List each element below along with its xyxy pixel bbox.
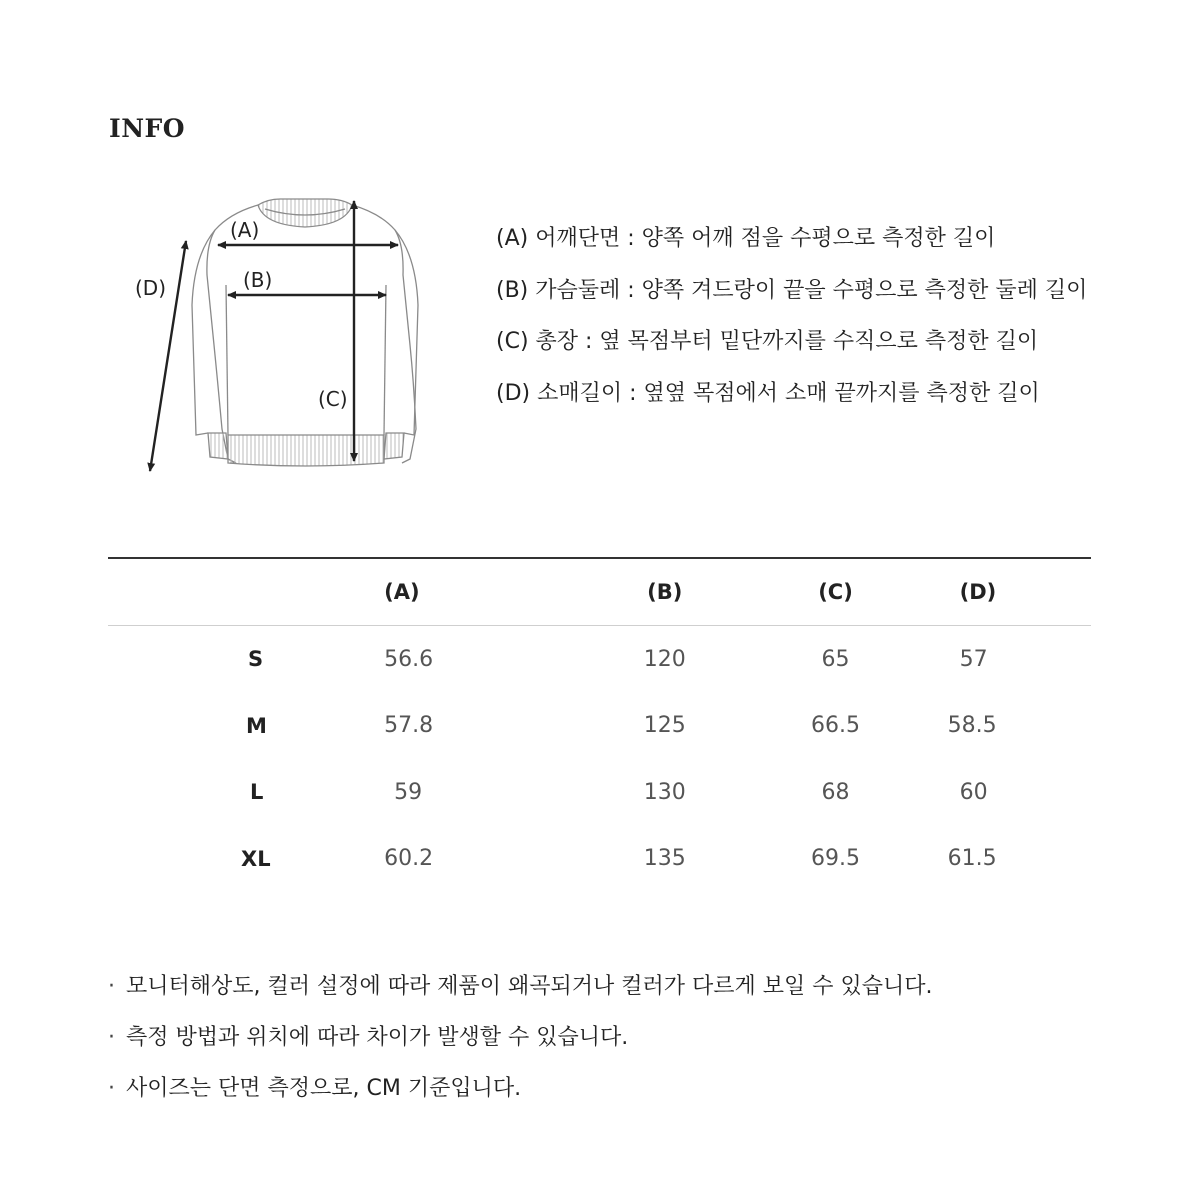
note-item: [108, 1021, 933, 1072]
left-cuff: [208, 433, 228, 459]
bullet-icon: ·: [108, 1076, 115, 1101]
note-text: 측정 방법과 위치에 따라 차이가 발생할 수 있습니다.: [126, 1025, 629, 1050]
bullet-icon: ·: [108, 974, 115, 999]
note-item: [108, 1072, 933, 1123]
value-c: 65: [821, 646, 850, 672]
definition-d: (D) 소매길이 : 옆옆 목점에서 소매 끝까지를 측정한 길이: [496, 380, 1040, 406]
value-c: 66.5: [811, 713, 860, 739]
table-row: [108, 693, 1091, 760]
note-text: 모니터해상도, 컬러 설정에 따라 제품이 왜곡되거나 컬러가 다르게 보일 수 있습니다.: [126, 974, 933, 999]
notes-list: [108, 970, 933, 1123]
value-d: 57: [959, 646, 988, 672]
value-c: 68: [821, 779, 850, 805]
value-b: 125: [643, 713, 686, 739]
sweater-measurement-diagram: [110, 185, 470, 495]
table-row: [108, 759, 1091, 826]
size-label: L: [250, 780, 264, 805]
table-row: [108, 826, 1091, 893]
value-b: 130: [643, 779, 686, 805]
size-label: XL: [241, 846, 271, 871]
header-c: (C): [751, 558, 919, 626]
table-header-row: [108, 558, 1091, 626]
hem-rib: [228, 435, 384, 466]
diagram-label-c: (C): [318, 387, 348, 411]
diagram-label-b: (B): [243, 268, 273, 292]
measure-arrows: [150, 201, 398, 471]
definition-a: (A) 어깨단면 : 양쪽 어깨 점을 수평으로 측정한 길이: [496, 226, 996, 251]
right-cuff: [384, 433, 404, 459]
header-size: [108, 558, 384, 626]
value-d: 61.5: [947, 846, 997, 872]
note-text: 사이즈는 단면 측정으로, CM 기준입니다.: [126, 1076, 522, 1101]
header-d: (D): [920, 558, 1091, 626]
value-a: 60.2: [384, 846, 434, 872]
value-d: 58.5: [947, 713, 997, 739]
neckline-rib: [258, 199, 352, 227]
diagram-label-a: (A): [230, 218, 260, 242]
definition-c: (C) 총장 : 옆 목점부터 밑단까지를 수직으로 측정한 길이: [496, 329, 1039, 354]
value-b: 120: [643, 646, 686, 672]
value-a: 59: [394, 779, 423, 805]
size-label: M: [246, 713, 267, 738]
definition-b: (B) 가슴둘레 : 양쪽 겨드랑이 끝을 수평으로 측정한 둘레 길이: [496, 277, 1088, 303]
bullet-icon: ·: [108, 1025, 115, 1050]
value-d: 60: [959, 779, 988, 805]
header-a: (A): [384, 558, 578, 626]
header-b: (B): [578, 558, 751, 626]
value-b: 135: [643, 846, 686, 872]
page-title: INFO: [109, 114, 186, 143]
note-item: [108, 970, 933, 1021]
value-a: 56.6: [384, 646, 434, 672]
diagram-label-d: (D): [135, 276, 167, 300]
size-label: S: [248, 647, 264, 672]
value-a: 57.8: [384, 713, 434, 739]
value-c: 69.5: [811, 846, 860, 872]
sweater-outline: [192, 199, 418, 466]
table-row: [108, 626, 1091, 693]
measurement-definitions: [496, 226, 1087, 432]
size-table: [108, 557, 1091, 892]
